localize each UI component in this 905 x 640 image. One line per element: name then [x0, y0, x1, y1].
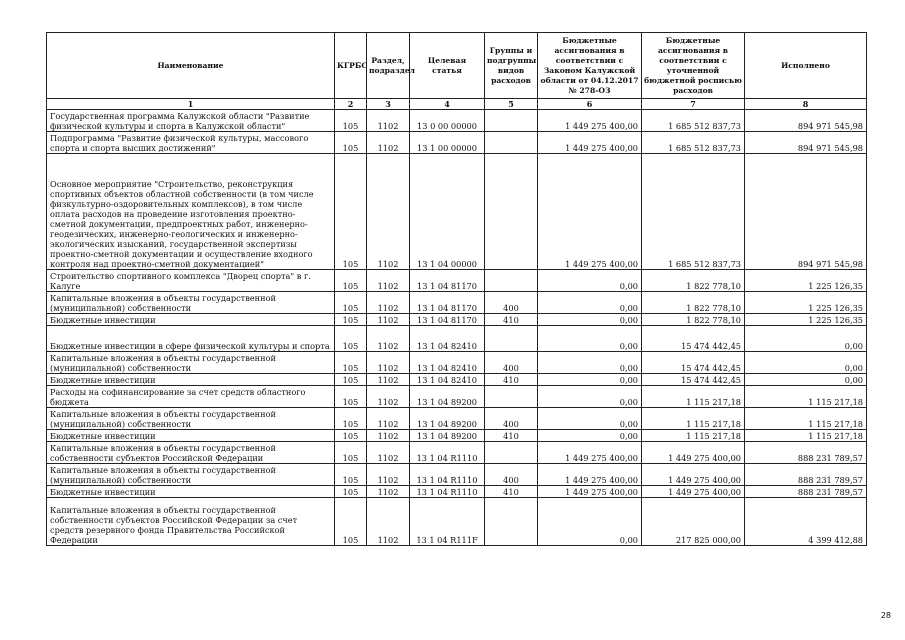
- row-section: 1102: [367, 270, 410, 292]
- row-law-amount: 1 449 275 400,00: [538, 486, 642, 498]
- row-refined-amount: 1 449 275 400,00: [642, 442, 745, 464]
- table-row: [47, 132, 867, 154]
- row-section: 1102: [367, 154, 410, 270]
- table-row: [47, 352, 867, 374]
- row-section: 1102: [367, 442, 410, 464]
- row-name: Строительство спортивного комплекса "Дворец спорта" в г. Калуге: [47, 270, 335, 292]
- row-group: [485, 326, 538, 352]
- row-name: Основное мероприятие "Строительство, реконструкция спортивных объектов областной собственности (в том числе физкультурно-оздоровительных комплексов), в том числе оплата расходов на проведение изготовления проектно-сметной документации, предпроектных работ, инженерно-геодезических, инженерно-геологических и инженерно-экологических изысканий, государственной экспертизы проектно-сметной документации и осуществление входного контроля над проектно-сметной документацией": [47, 154, 335, 270]
- row-refined-amount: 1 822 778,10: [642, 314, 745, 326]
- row-law-amount: 0,00: [538, 270, 642, 292]
- row-target: 13 0 00 00000: [410, 110, 485, 132]
- column-number: 1: [47, 99, 335, 110]
- row-target: 13 1 04 82410: [410, 326, 485, 352]
- row-law-amount: 0,00: [538, 326, 642, 352]
- row-group: [485, 386, 538, 408]
- row-law-amount: 1 449 275 400,00: [538, 464, 642, 486]
- row-executed-amount: 894 971 545,98: [745, 110, 867, 132]
- row-law-amount: 0,00: [538, 352, 642, 374]
- row-target: 13 1 04 82410: [410, 374, 485, 386]
- row-executed-amount: 888 231 789,57: [745, 442, 867, 464]
- row-executed-amount: 1 115 217,18: [745, 386, 867, 408]
- row-group: [485, 132, 538, 154]
- row-executed-amount: 1 115 217,18: [745, 430, 867, 442]
- row-target: 13 1 04 81170: [410, 270, 485, 292]
- row-target: 13 1 04 82410: [410, 352, 485, 374]
- row-executed-amount: 894 971 545,98: [745, 132, 867, 154]
- row-section: 1102: [367, 132, 410, 154]
- row-kgrbs: 105: [335, 314, 367, 326]
- row-section: 1102: [367, 430, 410, 442]
- row-executed-amount: 0,00: [745, 352, 867, 374]
- row-group: 400: [485, 292, 538, 314]
- row-name: Бюджетные инвестиции: [47, 430, 335, 442]
- row-target: 13 1 04 R1110: [410, 442, 485, 464]
- table-row: [47, 442, 867, 464]
- row-kgrbs: 105: [335, 326, 367, 352]
- table-row: [47, 314, 867, 326]
- table-header-row: [47, 33, 867, 99]
- header-refined: Бюджетные ассигнования в соответствии с уточненной бюджетной росписью расходов: [642, 33, 745, 99]
- row-executed-amount: 888 231 789,57: [745, 486, 867, 498]
- row-refined-amount: 1 685 512 837,73: [642, 110, 745, 132]
- table-row: [47, 486, 867, 498]
- row-target: 13 1 04 81170: [410, 292, 485, 314]
- row-kgrbs: 105: [335, 430, 367, 442]
- row-name: Капитальные вложения в объекты государственной (муниципальной) собственности: [47, 408, 335, 430]
- table-row: [47, 110, 867, 132]
- row-kgrbs: 105: [335, 270, 367, 292]
- row-law-amount: 0,00: [538, 314, 642, 326]
- header-law: Бюджетные ассигнования в соответствии с Законом Калужской области от 04.12.2017 № 278-ОЗ: [538, 33, 642, 99]
- column-number-row: [47, 99, 867, 110]
- row-refined-amount: 1 449 275 400,00: [642, 486, 745, 498]
- page-number: 28: [880, 611, 891, 620]
- row-kgrbs: 105: [335, 464, 367, 486]
- header-executed: Исполнено: [745, 33, 867, 99]
- row-name: Капитальные вложения в объекты государственной собственности субъектов Российской Федерации: [47, 442, 335, 464]
- row-target: 13 1 04 89200: [410, 386, 485, 408]
- table-row: [47, 464, 867, 486]
- row-refined-amount: 1 685 512 837,73: [642, 154, 745, 270]
- row-executed-amount: 1 225 126,35: [745, 292, 867, 314]
- row-refined-amount: 15 474 442,45: [642, 374, 745, 386]
- row-law-amount: 1 449 275 400,00: [538, 442, 642, 464]
- table-row: [47, 270, 867, 292]
- row-kgrbs: 105: [335, 386, 367, 408]
- row-refined-amount: 1 115 217,18: [642, 408, 745, 430]
- row-section: 1102: [367, 352, 410, 374]
- row-name: Капитальные вложения в объекты государственной (муниципальной) собственности: [47, 352, 335, 374]
- column-number: 3: [367, 99, 410, 110]
- row-executed-amount: 0,00: [745, 326, 867, 352]
- row-refined-amount: 15 474 442,45: [642, 326, 745, 352]
- row-refined-amount: 217 825 000,00: [642, 498, 745, 546]
- row-executed-amount: 4 399 412,88: [745, 498, 867, 546]
- row-executed-amount: 1 225 126,35: [745, 270, 867, 292]
- row-name: Бюджетные инвестиции в сфере физической культуры и спорта: [47, 326, 335, 352]
- column-number: 8: [745, 99, 867, 110]
- row-executed-amount: 0,00: [745, 374, 867, 386]
- row-name: Государственная программа Калужской области "Развитие физической культуры и спорта в Калужской области": [47, 110, 335, 132]
- column-number: 6: [538, 99, 642, 110]
- row-kgrbs: 105: [335, 110, 367, 132]
- row-section: 1102: [367, 314, 410, 326]
- row-section: 1102: [367, 110, 410, 132]
- column-number: 7: [642, 99, 745, 110]
- row-refined-amount: 1 115 217,18: [642, 386, 745, 408]
- table-row: [47, 430, 867, 442]
- row-section: 1102: [367, 292, 410, 314]
- table-body: [47, 110, 867, 546]
- row-target: 13 1 00 00000: [410, 132, 485, 154]
- row-name: Бюджетные инвестиции: [47, 374, 335, 386]
- row-group: [485, 110, 538, 132]
- row-group: [485, 270, 538, 292]
- header-groups: Группы и подгруппы видов расходов: [485, 33, 538, 99]
- row-executed-amount: 894 971 545,98: [745, 154, 867, 270]
- row-group: 410: [485, 430, 538, 442]
- row-kgrbs: 105: [335, 486, 367, 498]
- row-name: Бюджетные инвестиции: [47, 314, 335, 326]
- row-executed-amount: 1 115 217,18: [745, 408, 867, 430]
- row-executed-amount: 888 231 789,57: [745, 464, 867, 486]
- row-section: 1102: [367, 498, 410, 546]
- row-target: 13 1 04 89200: [410, 430, 485, 442]
- row-kgrbs: 105: [335, 132, 367, 154]
- row-target: 13 1 04 R111F: [410, 498, 485, 546]
- row-refined-amount: 1 822 778,10: [642, 270, 745, 292]
- row-target: 13 1 04 89200: [410, 408, 485, 430]
- column-number: 4: [410, 99, 485, 110]
- budget-table: [46, 32, 867, 546]
- row-law-amount: 0,00: [538, 498, 642, 546]
- table-row: [47, 386, 867, 408]
- row-name: Капитальные вложения в объекты государственной (муниципальной) собственности: [47, 292, 335, 314]
- row-group: [485, 498, 538, 546]
- row-law-amount: 0,00: [538, 430, 642, 442]
- header-name: Наименование: [47, 33, 335, 99]
- table-row: [47, 408, 867, 430]
- row-name: Подпрограмма "Развитие физической культуры, массового спорта и спорта высших достижений": [47, 132, 335, 154]
- row-section: 1102: [367, 386, 410, 408]
- row-law-amount: 0,00: [538, 386, 642, 408]
- row-section: 1102: [367, 486, 410, 498]
- row-target: 13 1 04 81170: [410, 314, 485, 326]
- table-row: [47, 498, 867, 546]
- table-row: [47, 292, 867, 314]
- row-group: [485, 442, 538, 464]
- table-row: [47, 154, 867, 270]
- row-target: 13 1 04 R1110: [410, 486, 485, 498]
- row-kgrbs: 105: [335, 498, 367, 546]
- row-group: 410: [485, 374, 538, 386]
- row-kgrbs: 105: [335, 154, 367, 270]
- row-law-amount: 1 449 275 400,00: [538, 154, 642, 270]
- column-number: 5: [485, 99, 538, 110]
- column-number: 2: [335, 99, 367, 110]
- row-group: 400: [485, 464, 538, 486]
- row-law-amount: 0,00: [538, 408, 642, 430]
- table-row: [47, 374, 867, 386]
- row-kgrbs: 105: [335, 408, 367, 430]
- row-kgrbs: 105: [335, 374, 367, 386]
- row-name: Расходы на софинансирование за счет средств областного бюджета: [47, 386, 335, 408]
- row-kgrbs: 105: [335, 292, 367, 314]
- row-executed-amount: 1 225 126,35: [745, 314, 867, 326]
- row-group: 400: [485, 408, 538, 430]
- row-section: 1102: [367, 374, 410, 386]
- row-name: Капитальные вложения в объекты государственной собственности субъектов Российской Федерации за счет средств резервного фонда Правительства Российской Федерации: [47, 498, 335, 546]
- row-law-amount: 1 449 275 400,00: [538, 110, 642, 132]
- row-law-amount: 0,00: [538, 374, 642, 386]
- row-refined-amount: 15 474 442,45: [642, 352, 745, 374]
- row-refined-amount: 1 449 275 400,00: [642, 464, 745, 486]
- row-section: 1102: [367, 408, 410, 430]
- row-refined-amount: 1 115 217,18: [642, 430, 745, 442]
- header-target: Целевая статья: [410, 33, 485, 99]
- row-law-amount: 1 449 275 400,00: [538, 132, 642, 154]
- header-kgrbs: КГРБС: [335, 33, 367, 99]
- row-group: 410: [485, 314, 538, 326]
- row-kgrbs: 105: [335, 352, 367, 374]
- row-group: 410: [485, 486, 538, 498]
- row-name: Капитальные вложения в объекты государственной (муниципальной) собственности: [47, 464, 335, 486]
- table-row: [47, 326, 867, 352]
- row-law-amount: 0,00: [538, 292, 642, 314]
- row-refined-amount: 1 822 778,10: [642, 292, 745, 314]
- row-kgrbs: 105: [335, 442, 367, 464]
- header-section: Раздел, подраздел: [367, 33, 410, 99]
- row-group: 400: [485, 352, 538, 374]
- row-group: [485, 154, 538, 270]
- row-section: 1102: [367, 326, 410, 352]
- row-refined-amount: 1 685 512 837,73: [642, 132, 745, 154]
- row-section: 1102: [367, 464, 410, 486]
- row-name: Бюджетные инвестиции: [47, 486, 335, 498]
- row-target: 13 1 04 R1110: [410, 464, 485, 486]
- row-target: 13 1 04 00000: [410, 154, 485, 270]
